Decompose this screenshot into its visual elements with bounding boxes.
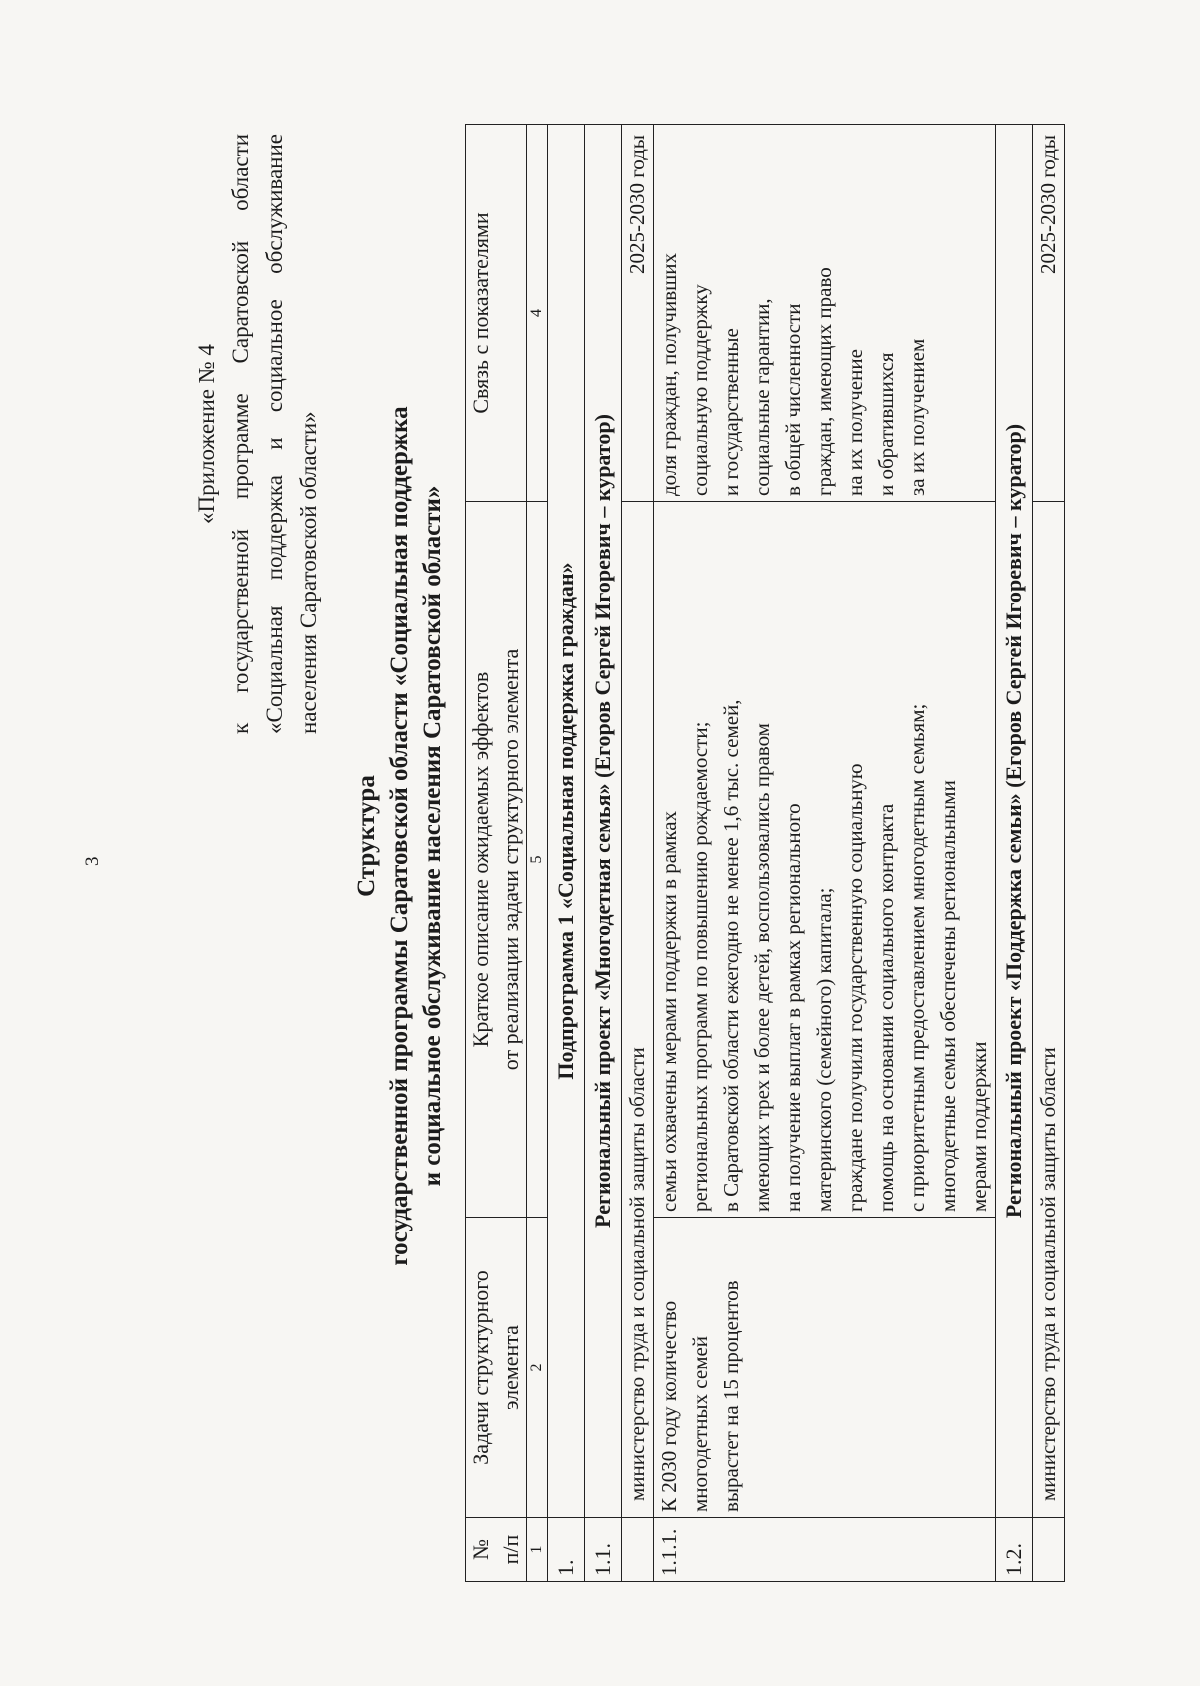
document-title	[350, 286, 449, 1386]
implementation-period: 2025-2030 годы	[1033, 125, 1064, 502]
appendix-title: «Приложение № 4	[194, 344, 219, 524]
title-line-3: и социальное обслуживание населения Саратовской области»	[419, 485, 446, 1187]
header-indicators: Связь с показателями	[466, 125, 527, 502]
subprogram-number: 1.	[548, 1518, 585, 1582]
header-effects: Краткое описание ожидаемых эффектов от реализации задачи структурного элемента	[466, 502, 527, 1218]
responsible-cell	[622, 125, 654, 1518]
project-row	[585, 125, 622, 1582]
header-number: № п/п	[466, 1518, 527, 1582]
project-title: Региональный проект «Многодетная семья» (Егоров Сергей Игоревич – куратор)	[585, 125, 622, 1518]
responsible-empty-cell	[1033, 1518, 1065, 1582]
responsible-empty-cell	[622, 1518, 654, 1582]
project-title: Региональный проект «Поддержка семьи» (Егоров Сергей Игоревич – куратор)	[996, 125, 1033, 1518]
column-number-row	[527, 125, 548, 1582]
page-number: 3	[82, 856, 103, 866]
task-number: 1.1.1.	[654, 1518, 996, 1582]
project-row	[996, 125, 1033, 1582]
task-row	[654, 125, 996, 1582]
responsible-authority: министерство труда и социальной защиты области	[1036, 1047, 1060, 1501]
responsible-row	[622, 125, 654, 1582]
column-number-2: 2	[527, 1218, 548, 1518]
subprogram-row	[548, 125, 585, 1582]
appendix-text: к государственной программе Саратовской области «Социальная поддержка и социальное обслуживание населения Саратовской области»	[228, 134, 321, 734]
header-tasks: Задачи структурного элемента	[466, 1218, 527, 1518]
column-number-1: 1	[527, 1518, 548, 1582]
header-row	[466, 125, 527, 1582]
project-number: 1.1.	[585, 1518, 622, 1582]
responsible-row	[1033, 125, 1065, 1582]
implementation-period: 2025-2030 годы	[622, 125, 653, 502]
title-line-1: Структура	[353, 775, 380, 897]
responsible-authority: министерство труда и социальной защиты области	[625, 1047, 649, 1501]
expected-effects: семьи охвачены мерами поддержки в рамках региональных программ по повышению рождаемости; в Саратовской области ежегодно не менее 1,6 тыс. семей, имеющих трех и более детей, воспользовались правом на получение выплат в рамках регионального материнского (семейного) капитала; граждане получили государственную социальную помощь на основании социального контракта с приоритетным предоставлением многодетным семьям; многодетные семьи обеспечены региональными мерами поддержки	[654, 502, 996, 1218]
column-number-3: 5	[527, 502, 548, 1218]
task-description: К 2030 году количество многодетных семей вырастет на 15 процентов	[654, 1218, 996, 1518]
structure-table	[465, 124, 1065, 1582]
title-line-2: государственной программы Саратовской области «Социальная поддержка	[386, 406, 413, 1266]
project-number: 1.2.	[996, 1518, 1033, 1582]
responsible-cell	[1033, 125, 1065, 1518]
appendix-block	[190, 134, 326, 734]
column-number-4: 4	[527, 125, 548, 502]
linked-indicators: доля граждан, получивших социальную поддержку и государственные социальные гарантии, в общей численности граждан, имеющих право на их получение и обратившихся за их получением	[654, 125, 996, 502]
subprogram-title: Подпрограмма 1 «Социальная поддержка граждан»	[548, 125, 585, 1518]
